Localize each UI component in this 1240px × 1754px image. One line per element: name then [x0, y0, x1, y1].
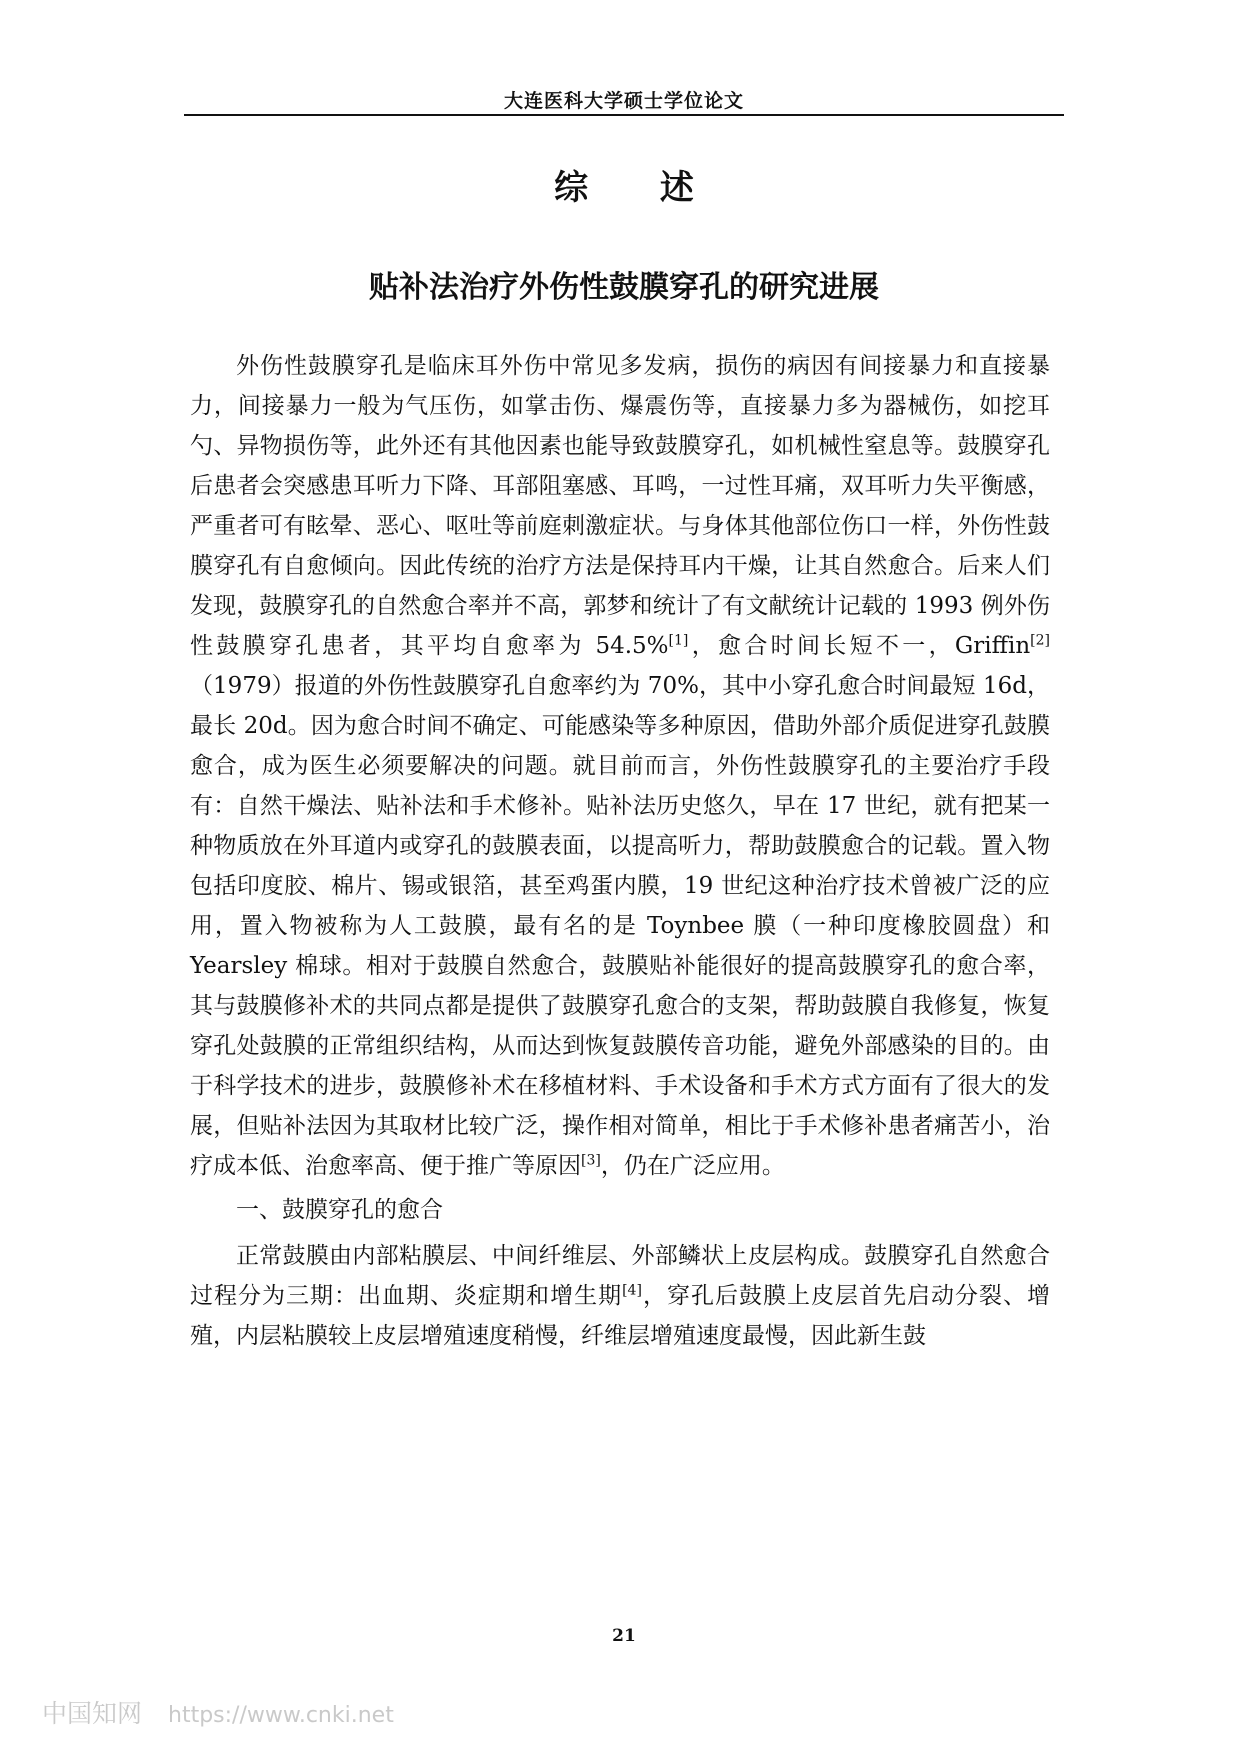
paragraph-2 [190, 1236, 1050, 1356]
citation-3[interactable]: [3] [581, 1152, 601, 1169]
paragraph-1-text-b: ，愈合时间长短不一，Griffin [688, 633, 1031, 659]
paragraph-1 [190, 346, 1050, 1186]
running-header: 大连医科大学硕士学位论文 [503, 90, 744, 112]
paper-title: 贴补法治疗外伤性鼓膜穿孔的研究进展 [369, 270, 879, 305]
citation-4[interactable]: [4] [622, 1282, 642, 1299]
paragraph-2-text-a: 正常鼓膜由内部粘膜层、中间纤维层、外部鳞状上皮层构成。鼓膜穿孔自然愈合过程分为三期：出血期、炎症期和增生期 [190, 1243, 1050, 1309]
body-text [190, 346, 1050, 1356]
citation-1[interactable]: [1] [668, 632, 689, 649]
citation-2[interactable]: [2] [1030, 632, 1050, 649]
section-heading: 综 述 [554, 168, 724, 208]
paragraph-1-text-a: 外伤性鼓膜穿孔是临床耳外伤中常见多发病，损伤的病因有间接暴力和直接暴力，间接暴力一般为气压伤，如掌击伤、爆震伤等，直接暴力多为器械伤，如挖耳勺、异物损伤等，此外还有其他因素也能导致鼓膜穿孔，如机械性窒息等。鼓膜穿孔后患者会突感患耳听力下降、耳部阻塞感、耳鸣，一过性耳痛，双耳听力失平衡感，严重者可有眩晕、恶心、呕吐等前庭刺激症状。与身体其他部位伤口一样，外伤性鼓膜穿孔有自愈倾向。因此传统的治疗方法是保持耳内干燥，让其自然愈合。后来人们发现，鼓膜穿孔的自然愈合率并不高，郭梦和统计了有文献统计记载的 1993 例外伤性鼓膜穿孔患者，其平均自愈率为 54.5% [190, 353, 1050, 659]
cnki-url[interactable]: https://www.cnki.net [168, 1703, 394, 1728]
cnki-watermark [42, 1694, 394, 1730]
page-number: 21 [612, 1626, 636, 1646]
paragraph-2-text-b: ，穿孔后鼓膜上皮层首先启动分裂、增殖，内层粘膜较上皮层增殖速度稍慢，纤维层增殖速度最慢，因此新生鼓 [190, 1283, 1051, 1349]
paragraph-1-text-d: ，仍在广泛应用。 [600, 1153, 785, 1179]
paragraph-1-text-c: （1979）报道的外伤性鼓膜穿孔自愈率约为 70%，其中小穿孔愈合时间最短 16d，最长 20d。因为愈合时间不确定、可能感染等多种原因，借助外部介质促进穿孔鼓膜愈合，成为医生必须要解决的问题。就目前而言，外伤性鼓膜穿孔的主要治疗手段有：自然干燥法、贴补法和手术修补。贴补法历史悠久，早在 17 世纪，就有把某一种物质放在外耳道内或穿孔的鼓膜表面，以提高听力，帮助鼓膜愈合的记载。置入物包括印度胶、棉片、锡或银箔，甚至鸡蛋内膜，19 世纪这种治疗技术曾被广泛的应用，置入物被称为人工鼓膜，最有名的是 Toynbee 膜（一种印度橡胶圆盘）和 Yearsley 棉球。相对于鼓膜自然愈合，鼓膜贴补能很好的提高鼓膜穿孔的愈合率，其与鼓膜修补术的共同点都是提供了鼓膜穿孔愈合的支架，帮助鼓膜自我修复，恢复穿孔处鼓膜的正常组织结构，从而达到恢复鼓膜传音功能，避免外部感染的目的。由于科学技术的进步，鼓膜修补术在移植材料、手术设备和手术方式方面有了很大的发展，但贴补法因为其取材比较广泛，操作相对简单，相比于手术修补患者痛苦小，治疗成本低、治愈率高、便于推广等原因 [190, 673, 1050, 1179]
subsection-heading: 一、鼓膜穿孔的愈合 [236, 1197, 443, 1223]
cnki-logo-text: 中国知网 [42, 1699, 143, 1728]
header-rule [184, 114, 1064, 116]
